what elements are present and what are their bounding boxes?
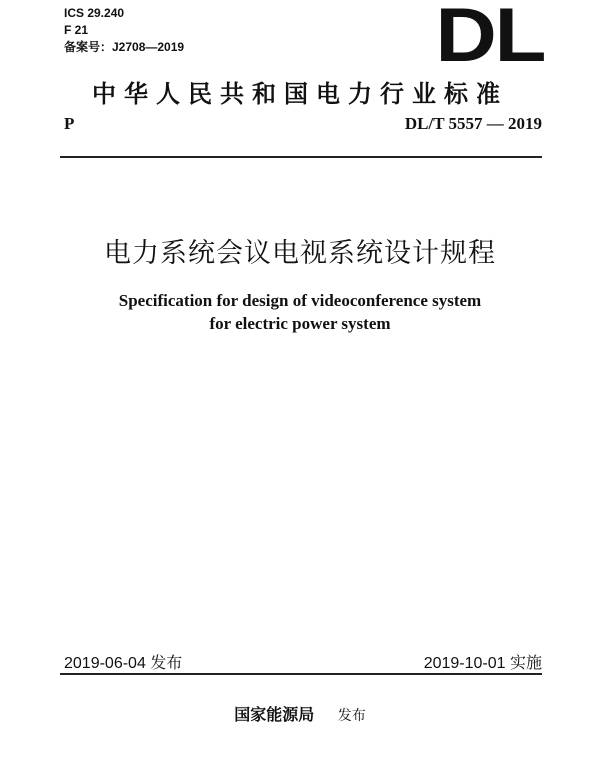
english-title-line-2: for electric power system [209, 314, 391, 333]
chinese-title: 电力系统会议电视系统设计规程 [104, 238, 496, 269]
bottom-divider [60, 673, 542, 675]
dl-logo: DL [435, 0, 544, 78]
effective-date: 2019-10-01 实施 [423, 655, 542, 672]
issuer-line [0, 702, 600, 725]
standard-number [405, 114, 542, 134]
registration-number: 备案号：J2708—2019 [64, 40, 185, 54]
issue-date: 2019-06-04 发布 [64, 655, 183, 672]
english-title-line-1: Specification for design of videoconference system [118, 291, 482, 310]
standard-number-text: DL/T 5557 — 2019 [404, 114, 542, 133]
issuer-action: 发布 [337, 708, 366, 724]
issuer-name: 国家能源局 [234, 705, 315, 724]
english-title [0, 289, 600, 335]
industry-standard-title: 中华人民共和国电力行业标准 [92, 79, 508, 108]
category-letter: P [64, 114, 75, 133]
ics-code: ICS 29.240 [64, 6, 125, 20]
standard-metadata [64, 5, 184, 56]
top-divider [60, 156, 542, 158]
classification-code: F 21 [64, 23, 89, 37]
